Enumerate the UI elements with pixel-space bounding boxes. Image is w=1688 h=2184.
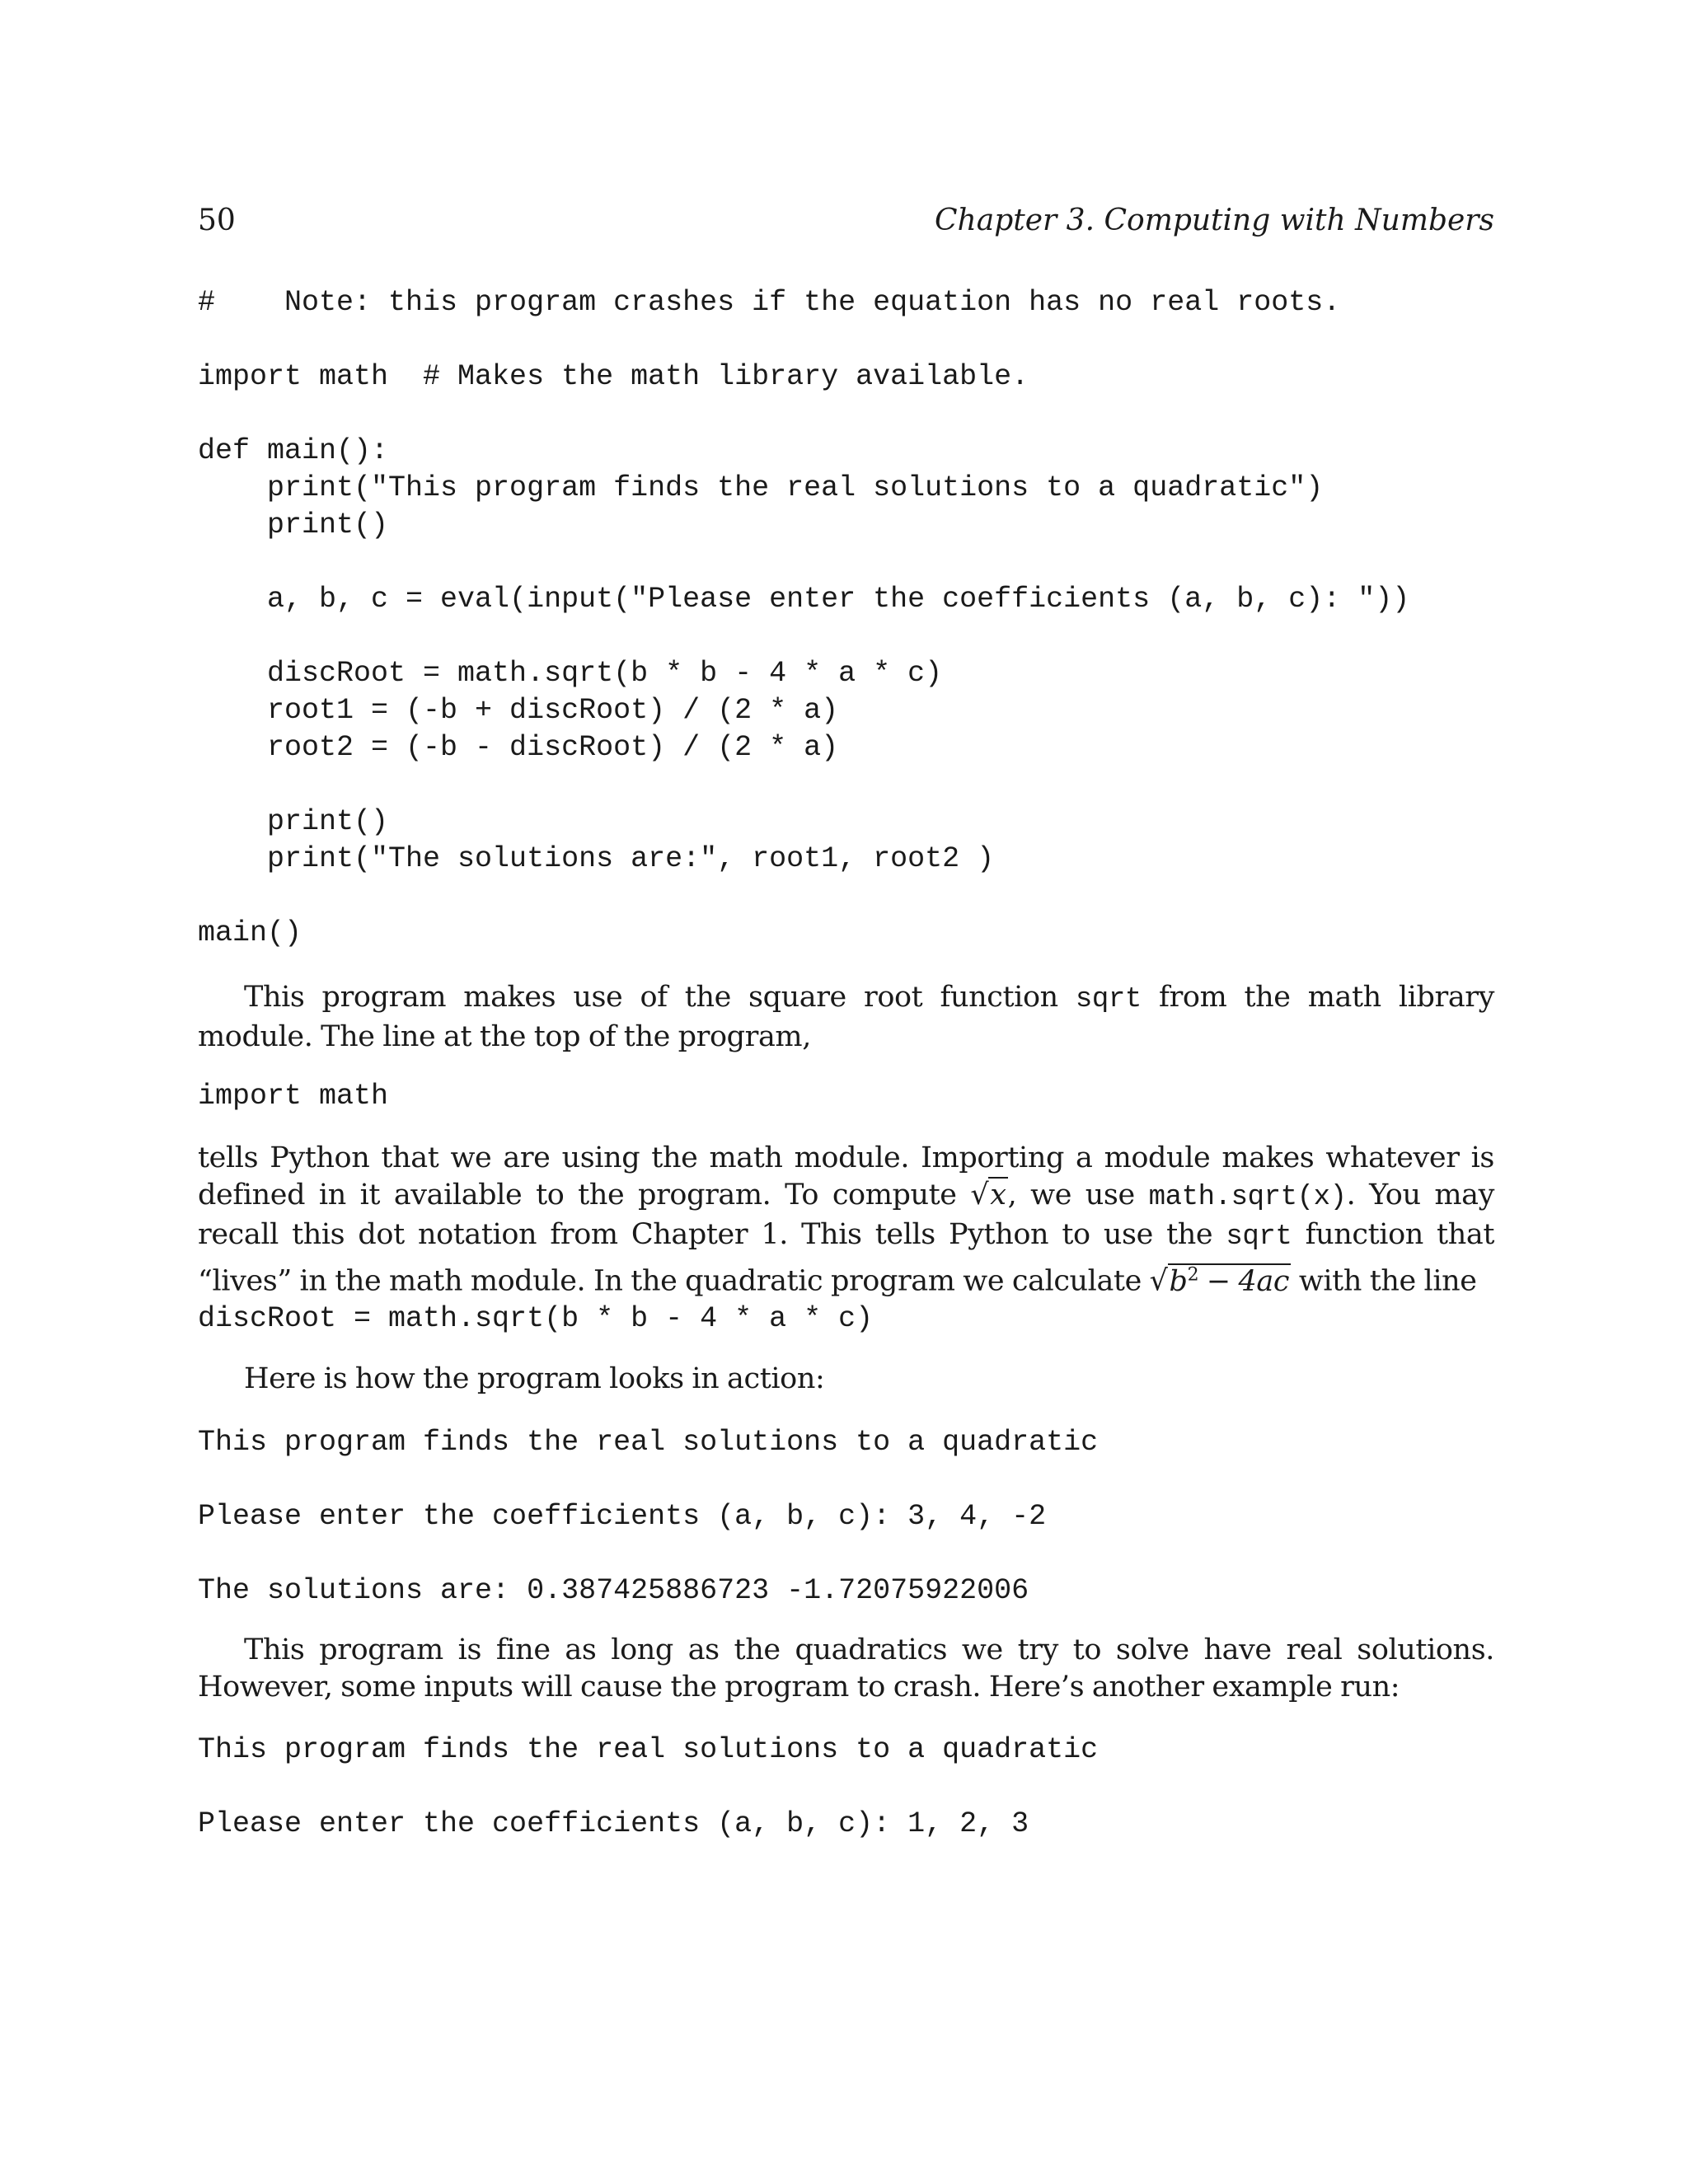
code-line (198, 766, 1494, 804)
code-snippet-import: import math (198, 1080, 389, 1113)
output-line: Please enter the coefficients (a, b, c): 3, 4, -2 (198, 1500, 1047, 1533)
code-snippet-discroot: discRoot = math.sqrt(b * b - 4 * a * c) (198, 1302, 874, 1335)
math-discriminant: $√b^2 - 4ac$ (1149, 1264, 1290, 1298)
code-line (198, 321, 1494, 359)
example-run-2 (198, 1732, 1494, 1843)
math-sqrt-x: √x (970, 1179, 1006, 1212)
code-line (198, 618, 1494, 655)
output-line (198, 1769, 1494, 1806)
code-line: print() (198, 509, 389, 541)
code-line: root2 = (-b - discRoot) / (2 * a) (198, 731, 839, 764)
code-line: print() (198, 805, 389, 838)
output-line (198, 1461, 1494, 1498)
output-line: This program finds the real solutions to a quadratic (198, 1426, 1099, 1459)
code-line (198, 878, 1494, 915)
code-line: root1 = (-b + discRoot) / (2 * a) (198, 694, 839, 727)
code-line (198, 544, 1494, 581)
code-line: a, b, c = eval(input("Please enter the coefficients (a, b, c): ")) (198, 583, 1410, 616)
code-line: def main(): (198, 434, 389, 467)
code-line: main() (198, 916, 302, 949)
output-line: This program finds the real solutions to a quadratic (198, 1733, 1099, 1766)
code-line: discRoot = math.sqrt(b * b - 4 * a * c) (198, 657, 943, 690)
inline-code-sqrt: sqrt (1075, 984, 1142, 1015)
code-line: print("This program finds the real solutions to a quadratic") (198, 471, 1324, 504)
output-line (198, 1535, 1494, 1572)
code-line: print("The solutions are:", root1, root2 ) (198, 842, 995, 875)
example-run-1 (198, 1424, 1494, 1610)
paragraph-crash-intro: This program is fine as long as the quadratics we try to solve have real solutions. However, some inputs will cause the program to crash. Here’s another example run: (198, 1633, 1494, 1704)
code-line: # Note: this program crashes if the equation has no real roots. (198, 286, 1341, 319)
code-listing (198, 284, 1494, 952)
running-head: Chapter 3. Computing with Numbers (935, 204, 1494, 237)
paragraph-math-module: tells Python that we are using the math module. Importing a module makes whatever is defined in it available to the program. To compute √x, we use math.sqrt(x). You may recall this dot notation from Chapter 1. This tells Python to use the sqrt function that “lives” in the math module. In the quadratic program we calculate $√b^2 - 4ac$ with the line (198, 1141, 1494, 1298)
paragraph-sqrt-intro: This program makes use of the square root function sqrt from the math library module. The line at the top of the program, (198, 981, 1494, 1053)
output-line: Please enter the coefficients (a, b, c): 1, 2, 3 (198, 1807, 1029, 1840)
code-line: import math # Makes the math library available. (198, 360, 1029, 393)
paragraph-in-action: Here is how the program looks in action: (244, 1362, 825, 1395)
page-number: 50 (198, 204, 236, 237)
output-line: The solutions are: 0.387425886723 -1.72075922006 (198, 1574, 1029, 1607)
inline-code-sqrt: sqrt (1226, 1221, 1292, 1253)
inline-code-math-sqrt: math.sqrt(x) (1148, 1182, 1347, 1213)
code-line (198, 396, 1494, 433)
